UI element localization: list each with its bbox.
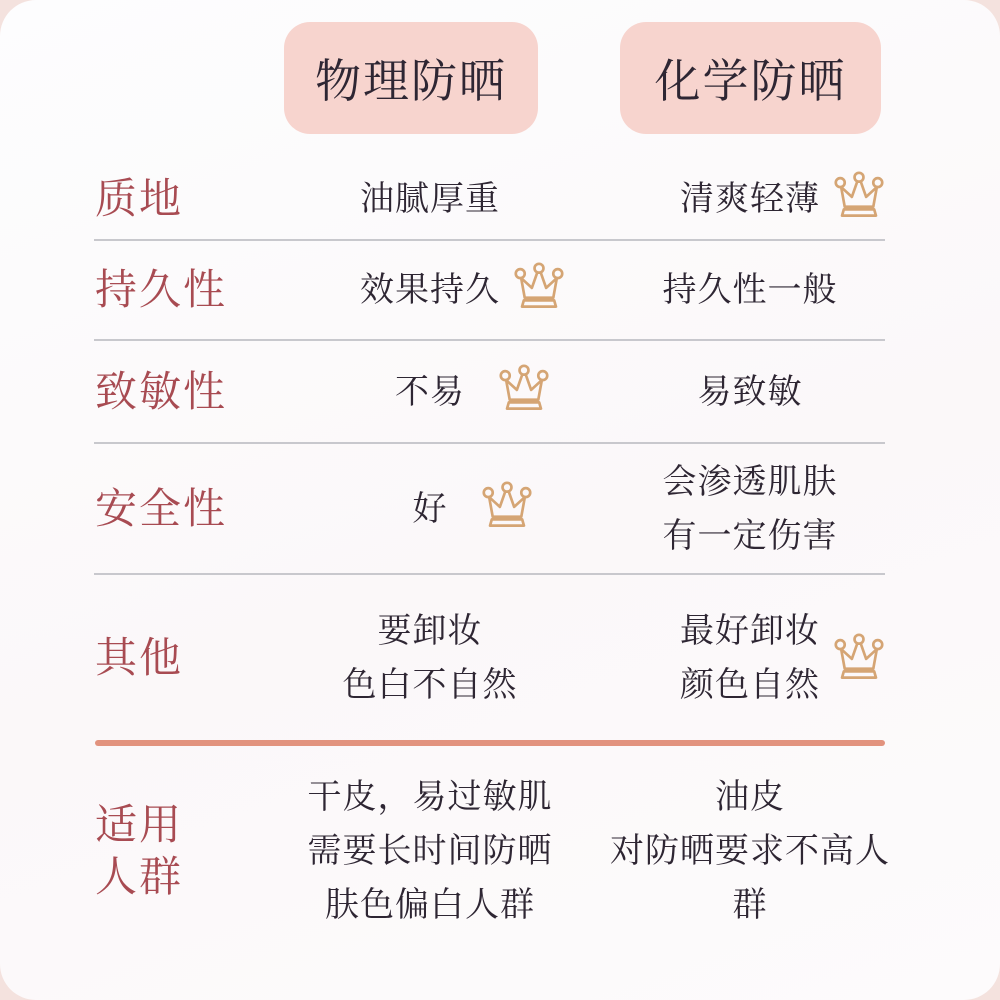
cell-line: 干皮，易过敏肌 <box>307 778 553 816</box>
cell-physical <box>265 770 595 932</box>
table-row-safety <box>0 444 1000 573</box>
cell-chemical <box>595 770 905 932</box>
cell-chemical <box>595 455 905 563</box>
crown-icon <box>512 262 566 312</box>
cell-chemical <box>595 172 905 226</box>
table-row-allergenicity <box>0 341 1000 442</box>
cell-line: 肤色偏白人群 <box>325 886 535 924</box>
cell-physical <box>265 604 595 712</box>
cell-line: 色白不自然 <box>342 665 518 704</box>
column-header-physical-label: 物理防晒 <box>315 55 507 107</box>
crown-icon <box>832 171 886 221</box>
cell-physical <box>265 365 595 419</box>
cell-line: 不易 <box>395 372 465 411</box>
cell-line: 颜色自然 <box>680 665 820 704</box>
column-header-chemical-sunscreen <box>620 22 881 134</box>
cell-line: 最好卸妆 <box>680 611 820 650</box>
row-label: 质地 <box>95 175 184 222</box>
row-label: 其他 <box>95 633 184 681</box>
crown-icon <box>480 481 534 531</box>
cell-line: 油腻厚重 <box>360 180 500 218</box>
cell-line: 持久性一般 <box>662 271 838 309</box>
cell-line: 易致敏 <box>697 372 803 411</box>
cell-line: 对防晒要求不高人群 <box>610 832 890 924</box>
comparison-table <box>0 159 1000 956</box>
cell-chemical <box>595 365 905 419</box>
cell-physical <box>265 482 595 536</box>
cell-physical <box>265 263 595 317</box>
cell-physical <box>265 172 595 226</box>
crown-icon <box>497 364 551 414</box>
table-row-other <box>0 575 1000 740</box>
cell-chemical <box>595 263 905 317</box>
cell-line: 有一定伤害 <box>662 516 838 555</box>
cell-line: 效果持久 <box>360 271 500 309</box>
table-row-durability <box>0 241 1000 339</box>
table-row-texture <box>0 159 1000 239</box>
cell-line: 要卸妆 <box>377 611 483 650</box>
cell-line: 需要长时间防晒 <box>307 832 553 870</box>
row-label-line: 适用 <box>95 801 184 848</box>
cell-line: 好 <box>412 489 448 528</box>
column-header-chemical-label: 化学防晒 <box>654 55 847 107</box>
table-row-suitable-groups <box>0 746 1000 956</box>
row-label: 持久性 <box>95 266 228 313</box>
row-label: 致敏性 <box>95 367 228 415</box>
cell-chemical <box>595 604 905 712</box>
crown-icon <box>832 633 886 683</box>
row-label: 安全性 <box>95 484 228 532</box>
row-label-line: 人群 <box>95 853 184 900</box>
cell-line: 油皮 <box>715 778 785 816</box>
cell-line: 会渗透肌肤 <box>662 462 838 501</box>
row-label <box>0 799 265 903</box>
column-header-physical-sunscreen <box>284 22 538 134</box>
cell-line: 清爽轻薄 <box>680 180 820 218</box>
